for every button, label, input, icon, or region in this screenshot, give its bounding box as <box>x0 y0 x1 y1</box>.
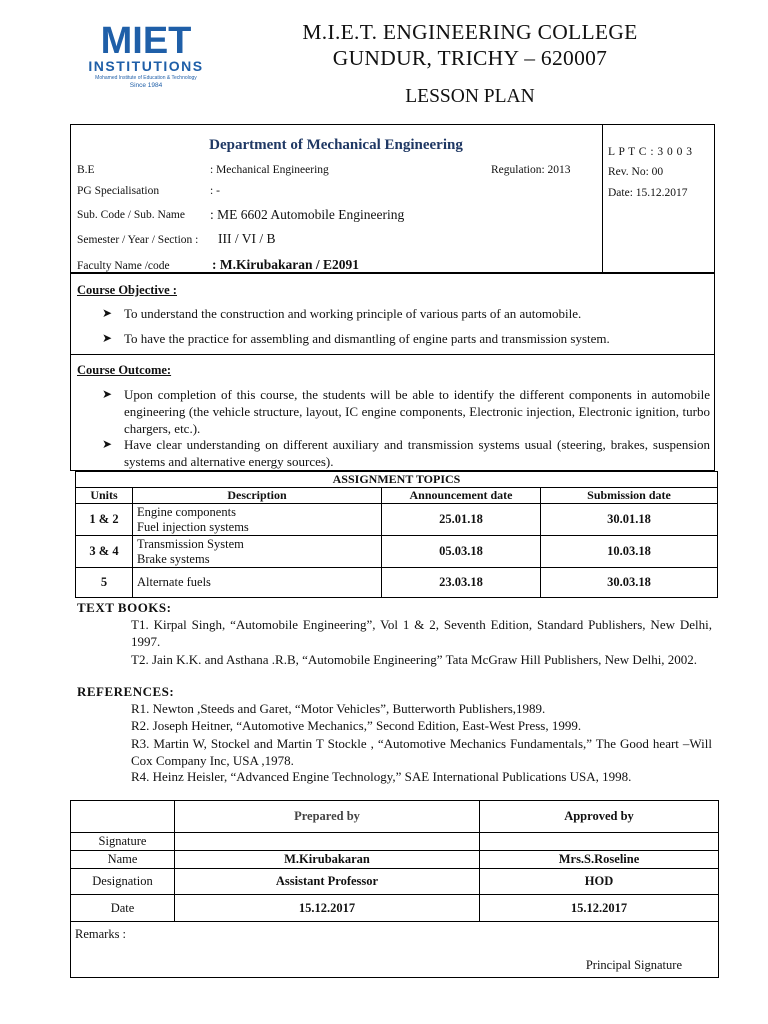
table-row: 5 Alternate fuels 23.03.18 30.03.18 <box>76 568 718 598</box>
col-units: Units <box>76 488 133 504</box>
principal-signature: Principal Signature <box>585 958 682 972</box>
prepared-by-header: Prepared by <box>175 801 480 833</box>
signature-label: Signature <box>71 833 175 851</box>
table-row: 1 & 2 Engine components Fuel injection systems 25.01.18 30.01.18 <box>76 504 718 536</box>
col-submission: Submission date <box>541 488 718 504</box>
objective-title: Course Objective : <box>77 283 177 297</box>
rev-no: Rev. No: 00 <box>608 166 664 178</box>
pg-value: : - <box>210 185 220 197</box>
miet-logo-graphic <box>80 19 212 91</box>
be-value: : Mechanical Engineering <box>210 164 329 176</box>
svg-text:MIET: MIET <box>100 20 192 62</box>
svg-text:Mohamed Institute of Education: Mohamed Institute of Education & Technology <box>95 75 197 81</box>
arrow-bullet-icon: ➤ <box>102 387 113 401</box>
be-label: B.E <box>77 164 95 176</box>
header-date: Date: 15.12.2017 <box>608 187 688 199</box>
svg-text:INSTITUTIONS: INSTITUTIONS <box>88 58 204 74</box>
assignment-table <box>75 471 718 598</box>
remarks-cell <box>71 922 719 978</box>
reference-item: R3. Martin W, Stockel and Martin T Stockle , “Automotive Mechanics Fundamentals,” The Good heart –Will Cox Company Inc, USA ,1978. <box>131 736 712 768</box>
arrow-bullet-icon: ➤ <box>102 437 113 451</box>
reference-item: R2. Joseph Heitner, “Automotive Mechanics,” Second Edition, East-West Press, 1999. <box>131 718 582 733</box>
col-description: Description <box>133 488 382 504</box>
designation-label: Designation <box>71 869 175 895</box>
name-label: Name <box>71 851 175 869</box>
faculty-value: : M.Kirubakaran / E2091 <box>212 257 360 272</box>
svg-text:Since 1984: Since 1984 <box>129 82 163 89</box>
institution-logo <box>80 19 212 91</box>
textbook-item: T1. Kirpal Singh, “Automobile Engineering”, Vol 1 & 2, Seventh Edition, Standard Publishers, New Delhi, 1997. <box>131 617 712 649</box>
regulation: Regulation: 2013 <box>491 164 571 176</box>
textbooks-title: TEXT BOOKS: <box>77 600 172 615</box>
ltpc: L P T C : 3 0 0 3 <box>608 146 693 158</box>
reference-item: R1. Newton ,Steeds and Garet, “Motor Vehicles”, Butterworth Publishers,1989. <box>131 701 546 716</box>
textbook-item: T2. Jain K.K. and Asthana .R.B, “Automobile Engineering” Tata McGraw Hill Publishers, New Delhi, 2002. <box>131 652 698 667</box>
remarks-label: Remarks : <box>75 927 127 941</box>
approved-by-header: Approved by <box>480 801 719 833</box>
arrow-bullet-icon: ➤ <box>102 306 113 320</box>
arrow-bullet-icon: ➤ <box>102 331 113 345</box>
document-title: LESSON PLAN <box>405 86 535 107</box>
college-address: GUNDUR, TRICHY – 620007 <box>332 46 608 70</box>
outcome-title: Course Outcome: <box>77 363 172 377</box>
assignment-title: ASSIGNMENT TOPICS <box>76 472 718 488</box>
col-announcement: Announcement date <box>382 488 541 504</box>
college-name: M.I.E.T. ENGINEERING COLLEGE <box>302 20 638 44</box>
department-title: Department of Mechanical Engineering <box>209 137 463 153</box>
table-row: 3 & 4 Transmission System Brake systems 05.03.18 10.03.18 <box>76 536 718 568</box>
references-title: REFERENCES: <box>77 684 175 699</box>
approval-table: Prepared by Approved by Signature Name M.Kirubakaran Mrs.S.Roseline Designation Assistant Professor HOD Date 15.12.2017 15.12.2017 Remarks : Principal Signature <box>70 800 719 978</box>
faculty-label: Faculty Name /code <box>77 260 170 272</box>
subject-label: Sub. Code / Sub. Name <box>77 209 185 221</box>
header-divider <box>602 124 603 273</box>
date-label: Date <box>71 895 175 922</box>
reference-item: R4. Heinz Heisler, “Advanced Engine Technology,” SAE International Publications USA, 1998. <box>131 769 632 784</box>
pg-label: PG Specialisation <box>77 185 160 197</box>
semester-value: III / VI / B <box>218 231 276 246</box>
semester-label: Semester / Year / Section : <box>77 234 199 246</box>
subject-value: : ME 6602 Automobile Engineering <box>210 207 405 222</box>
